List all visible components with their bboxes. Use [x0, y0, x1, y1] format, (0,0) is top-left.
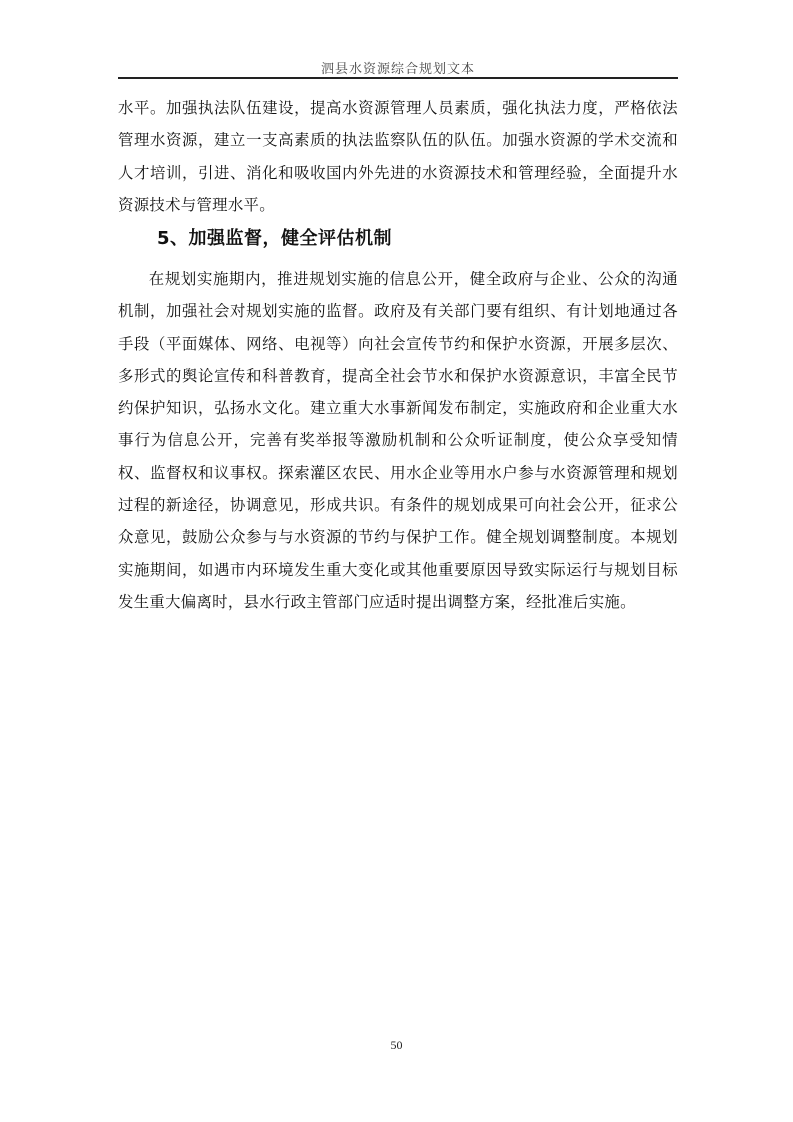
- header-divider: [118, 77, 678, 79]
- section-paragraph: 在规划实施期内，推进规划实施的信息公开，健全政府与企业、公众的沟通机制，加强社会对规划实施的监督。政府及有关部门要有组织、有计划地通过各手段（平面媒体、网络、电视等）向社会宣传节约和保护水资源，开展多层次、多形式的舆论宣传和科普教育，提高全社会节水和保护水资源意识，丰富全民节约保护知识，弘扬水文化。建立重大水事新闻发布制定，实施政府和企业重大水事行为信息公开，完善有奖举报等激励机制和公众听证制度，使公众享受知情权、监督权和议事权。探索灌区农民、用水企业等用水户参与水资源管理和规划过程的新途径，协调意见，形成共识。有条件的规划成果可向社会公开，征求公众意见，鼓励公众参与与水资源的节约与保护工作。健全规划调整制度。本规划实施期间，如遇市内环境发生重大变化或其他重要原因导致实际运行与规划目标发生重大偏离时，县水行政主管部门应适时提出调整方案，经批准后实施。: [118, 270, 678, 611]
- section-heading: 5、加强监督，健全评估机制: [157, 228, 393, 249]
- continuation-paragraph: 水平。加强执法队伍建设，提高水资源管理人员素质，强化执法力度，严格依法管理水资源，建立一支高素质的执法监察队伍的队伍。加强水资源的学术交流和人才培训，引进、消化和吸收国内外先进的水资源技术和管理经验，全面提升水资源技术与管理水平。: [118, 99, 678, 214]
- running-header: 泗县水资源综合规划文本: [320, 62, 475, 77]
- page-number: 50: [390, 1038, 403, 1052]
